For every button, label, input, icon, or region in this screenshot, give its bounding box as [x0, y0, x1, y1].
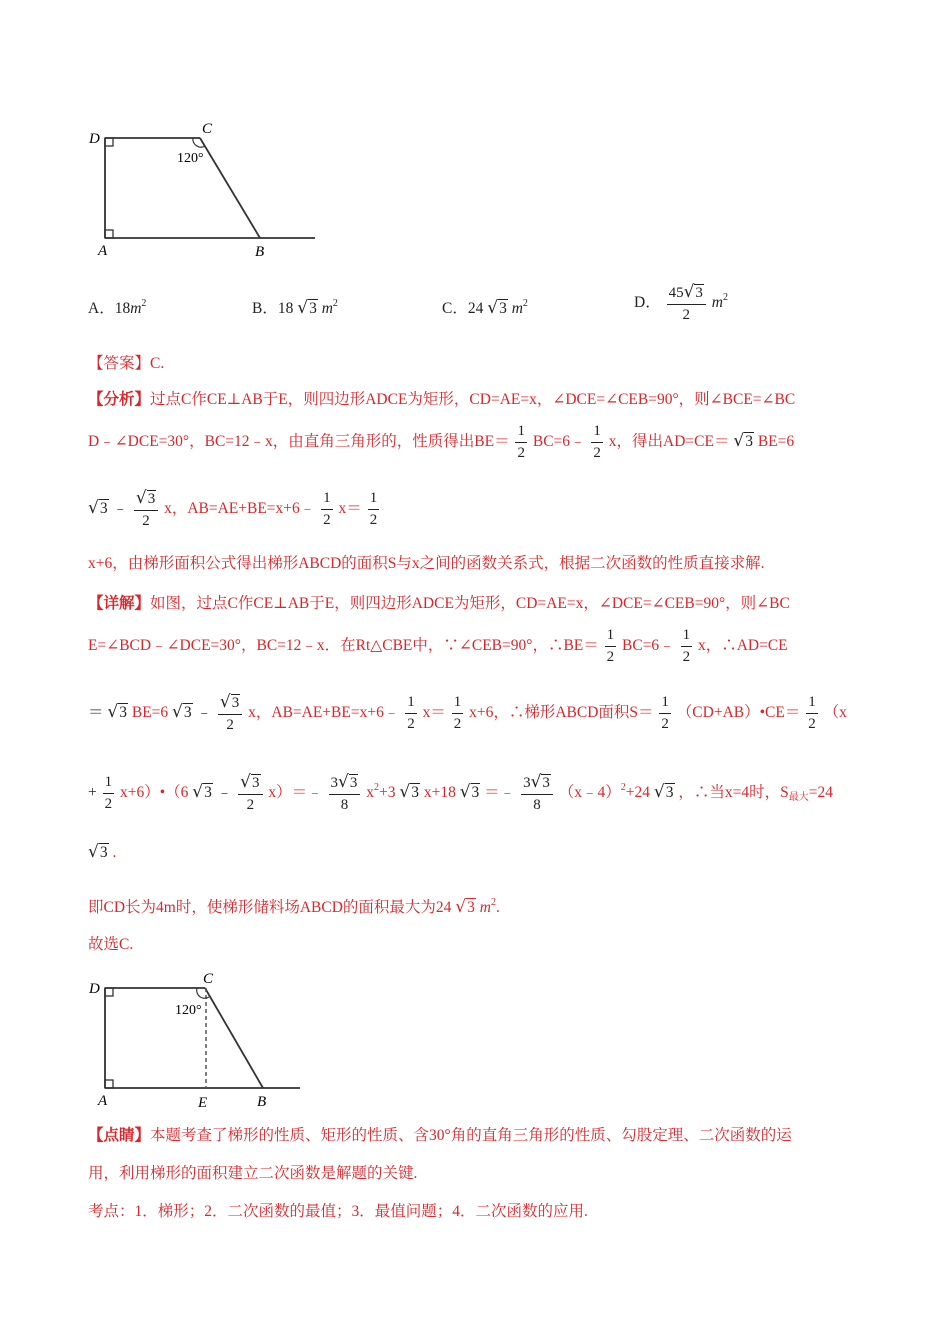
points-line: 考点：1．梯形；2．二次函数的最值；3．最值问题；4．二次函数的应用.	[88, 1203, 588, 1220]
conclusion-line: 即CD长为4m时，使梯形储料场ABCD的面积最大为24 √3 $m^2$.	[88, 897, 500, 917]
label-c: C	[202, 121, 213, 137]
choose-line: 故选C.	[88, 936, 134, 953]
analysis-line-4: x+6，由梯形面积公式得出梯形ABCD的面积S与x之间的函数关系式，根据二次函数的性质直接求解.	[88, 555, 765, 572]
label-b: B	[255, 244, 265, 260]
detail-line-4: + $\frac{1}{2}$ x+6）•（6 √3 ﹣ $\frac{√3}{2}$ x）＝﹣ $\frac{3√3}{8}$ $x^2+3$ √3 x+18 √3 ＝﹣ $\frac{3√3}{8}$ （x﹣4）$^2$+24 √3 ，∴当x=4时，$S_{最大}=24$	[88, 772, 834, 813]
label-a: A	[98, 243, 108, 259]
angle-label: 120°	[175, 1003, 202, 1018]
detail-line-1: 【详解】如图，过点C作CE⊥AB于E，则四边形ADCE为矩形，CD=AE=x，∠DCE=∠CEB=90°，则∠BC	[88, 595, 790, 612]
detail-line-3: ＝ √3 BE=6 √3 ﹣ $\frac{√3}{2}$ x，AB=AE+BE=x+6﹣ $\frac{1}{2}$ x＝ $\frac{1}{2}$ x+6，∴梯形ABCD面积S＝ $\frac{1}{2}$ （CD+AB）•CE＝ $\frac{1}{2}$ （x	[88, 692, 847, 733]
detail-line-5: √3 .	[88, 842, 117, 862]
answer-line: 【答案】C.	[88, 355, 165, 372]
option-a[interactable]: A．$18m^2$	[88, 298, 147, 317]
sqrt: √3	[487, 298, 507, 318]
detail-line-2: E=∠BCD﹣∠DCE=30°，BC=12﹣x．在Rt△CBE中，∵∠CEB=90°，∴BE＝ $\frac{1}{2}$ BC=6﹣ $\frac{1}{2}$ x，∴AD=CE	[88, 627, 788, 665]
analysis-line-3: √3 ﹣ $\frac{√3}{2}$ x，AB=AE+BE=x+6﹣ $\frac{1}{2}$ x＝ $\frac{1}{2}$	[88, 488, 378, 529]
trapezoid-figure-1	[85, 115, 325, 265]
label-d: D	[89, 131, 100, 147]
analysis-line-2: D﹣∠DCE=30°，BC=12﹣x，由直角三角形的，性质得出BE＝ $\frac{1}{2}$ BC=6﹣ $\frac{1}{2}$ x，得出AD=CE＝ √3 BE=6	[88, 423, 795, 461]
fraction: $\frac{45√3}{2}$	[667, 284, 706, 323]
option-b[interactable]: B．18 √3 $m^2$	[252, 298, 338, 318]
option-c[interactable]: C．24 √3 $m^2$	[442, 298, 528, 318]
comment-line-1: 【点睛】本题考查了梯形的性质、矩形的性质、含30°角的直角三角形的性质、勾股定理、二次函数的运	[88, 1127, 792, 1144]
analysis-line-1: 【分析】过点C作CE⊥AB于E，则四边形ADCE为矩形，CD=AE=x，∠DCE=∠CEB=90°，则∠BCE=∠BC	[88, 391, 796, 408]
sqrt: √3	[297, 298, 317, 318]
label-e: E	[198, 1095, 208, 1111]
angle-label: 120°	[177, 151, 204, 166]
option-d[interactable]: D． $\frac{45√3}{2}$ $m^2$	[634, 282, 728, 323]
label-d: D	[89, 981, 100, 997]
label-c: C	[203, 971, 214, 987]
comment-line-2: 用，利用梯形的面积建立二次函数是解题的关键.	[88, 1165, 418, 1182]
label-a: A	[98, 1093, 108, 1109]
label-b: B	[257, 1094, 267, 1110]
trapezoid-figure-2	[85, 966, 315, 1116]
